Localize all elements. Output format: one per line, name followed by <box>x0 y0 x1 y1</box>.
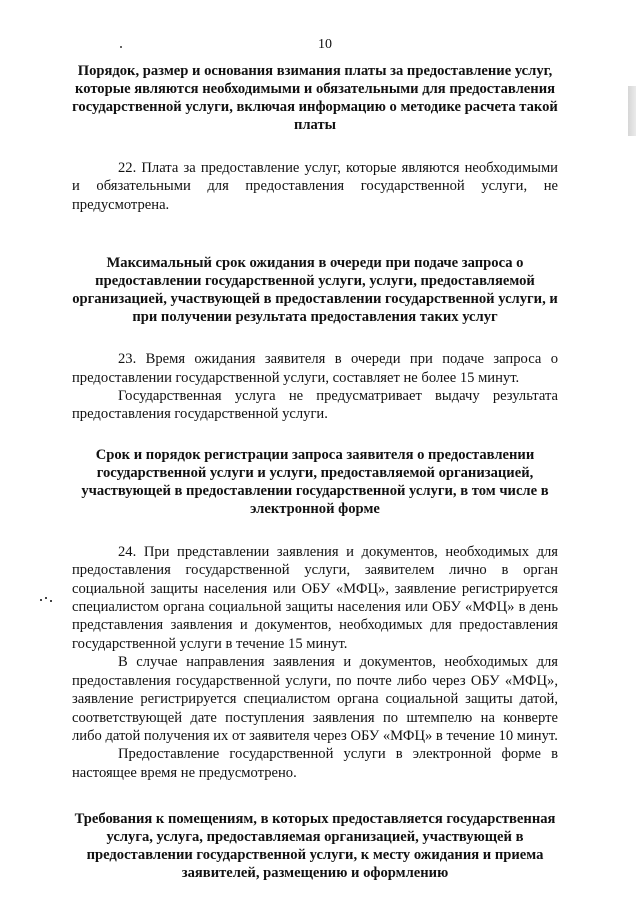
paragraph-22: 22. Плата за предоставление услуг, которые являются необходимыми и обязательными для предоставления государственной услуги, не предусмотрена. <box>72 160 558 213</box>
section-heading-registration: Срок и порядок регистрации запроса заявителя о предоставлении государственной услуги и услуги, предоставляемой организацией, участвующей в предоставлении государственной услуги, в том числе в электронной форме <box>81 446 549 517</box>
paragraph-23: 23. Время ожидания заявителя в очереди при подаче запроса о предоставлении государственной услуги, составляет не более 15 минут. <box>72 351 558 386</box>
document-body <box>72 62 558 882</box>
paragraph-23-continued: Государственная услуга не предусматривает выдачу результата предоставления государственной услуги. <box>72 388 558 423</box>
paragraph-24: 24. При представлении заявления и документов, необходимых для предоставления государственной услуги, заявителем лично в орган социальной защиты населения или ОБУ «МФЦ», заявление регистрируется специалистом органа социальной защиты населения или ОБУ «МФЦ» в день представления заявления и документов, необходимых для предоставления государственной услуги в течение 15 минут. <box>72 543 558 652</box>
section-heading-premises: Требования к помещениям, в которых предоставляется государственная услуга, услуга, предоставляемая организацией, участвующей в предоставлении государственной услуги, к месту ожидания и приема заявителей, размещению и оформлению <box>74 811 556 882</box>
paragraph-24-mail: В случае направления заявления и документов, необходимых для предоставления государственной услуги, по почте либо через ОБУ «МФЦ», заявление регистрируется специалистом органа социальной защиты датой, соответствующей дате поступления заявления по штемпелю на конверте либо датой получения их от заявителя через ОБУ «МФЦ» в течение 10 минут. <box>72 654 558 744</box>
scan-edge-shadow <box>628 86 636 136</box>
section-heading-queue-time: Максимальный срок ожидания в очереди при подаче запроса о предоставлении государственной услуги, услуги, предоставляемой организацией, участвующей в предоставлении государственной услуги, и при получении результата предоставления таких услуг <box>72 255 558 326</box>
margin-marks <box>40 596 58 602</box>
page-number: 10 <box>318 37 332 52</box>
paragraph-24-electronic: Предоставление государственной услуги в электронной форме в настоящее время не предусмотрено. <box>72 746 558 781</box>
section-heading-fees: Порядок, размер и основания взимания платы за предоставление услуг, которые являются необходимыми и обязательными для предоставления государственной услуги, включая информацию о методике расчета такой платы <box>72 63 558 133</box>
